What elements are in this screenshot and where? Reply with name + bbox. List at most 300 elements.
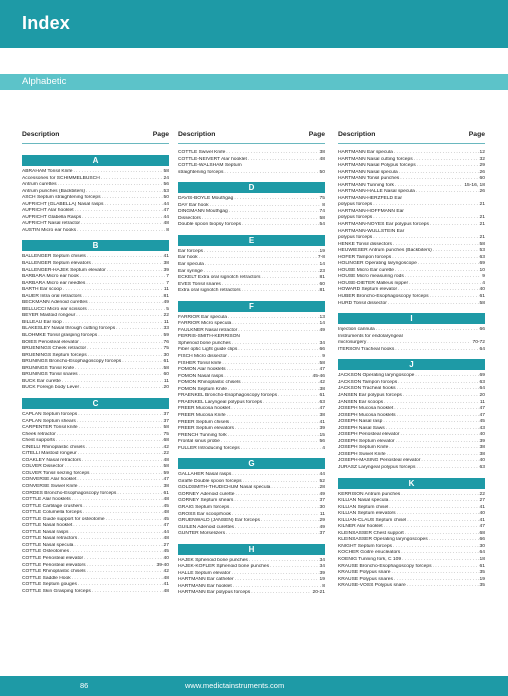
entry-name: ECKELT Extra oral signotch retractors xyxy=(178,275,261,281)
entry-page: 38 xyxy=(319,150,325,155)
entry-page: 39 xyxy=(163,267,169,273)
entry-name: JOSEPH Nasal rasp xyxy=(338,419,383,425)
entry-name: JOSEPH Nasal Saws xyxy=(338,425,385,431)
entry-page: 69 xyxy=(479,373,485,379)
entry-name: ASCH Septum straightening forceps xyxy=(22,195,101,201)
entry-name: Fiber optic Light guide clips xyxy=(178,347,238,353)
entry-page: 61 xyxy=(319,393,325,399)
entry-page: 20 xyxy=(163,385,169,391)
entry-name: HARTMANN-HOFFMANN Ear xyxy=(338,208,404,214)
entry-name: JOSEPH Septum elevator xyxy=(338,438,395,444)
page-subtitle: Alphabetic xyxy=(22,76,67,87)
entry-name: KRAUSE Polypus snares xyxy=(338,576,393,582)
entry-page: 64 xyxy=(479,386,485,392)
entry-name: microsurgery xyxy=(338,340,367,346)
index-column xyxy=(22,155,169,595)
entry-name: COTTLE Guide support for osteotome xyxy=(22,516,105,522)
entry-name: KRAUSE Broncho-Esophagoscopy forceps xyxy=(338,563,432,569)
entry-page: 43 xyxy=(479,425,485,431)
subtitle-bar xyxy=(0,74,508,90)
entry-name: polypus forceps xyxy=(338,235,373,241)
column-header xyxy=(178,131,325,142)
entry-page: 15 xyxy=(319,432,325,438)
entry-name: Chest supports xyxy=(22,438,55,444)
entry-name: HOUSE Micro Ear curette xyxy=(338,267,394,273)
entry-page: 81 xyxy=(163,293,169,299)
entry-name: COTTLE Alar hooklets xyxy=(22,497,71,503)
entry-name: CONVERSE Alar hooklet xyxy=(22,477,77,483)
entry-page: 40 xyxy=(479,511,485,517)
entry-page: 11 xyxy=(319,511,325,517)
entry-name: KILNER Alar hooklet xyxy=(338,524,383,530)
entry-name: BARTH Ear scoop xyxy=(22,287,62,293)
column-header xyxy=(338,131,485,142)
entry-name: HALLE Septum elevator xyxy=(178,570,231,576)
page-header: Page xyxy=(468,131,485,138)
entry-name: COTTLE Periosteal elevators xyxy=(22,562,86,568)
entry-name: HARTMANN-WULLSTEIN Ear xyxy=(338,228,405,234)
entry-page: 66 xyxy=(479,537,485,543)
entry-name: HEUWIESER Antrum punches (Backbiters) xyxy=(338,248,432,254)
entry-page: 48 xyxy=(163,575,169,581)
entry-name: FAULKNER Nasal retractor xyxy=(178,327,238,333)
entry-page: 39 xyxy=(319,570,325,576)
entry-page: 61 xyxy=(479,563,485,569)
entry-page: 7 xyxy=(166,280,169,286)
description-header: Description xyxy=(338,131,376,138)
entry-page: 38 xyxy=(163,261,169,267)
index-column xyxy=(178,150,325,597)
entry-page: 58 xyxy=(163,365,169,371)
entry-name: COLVER Dissector xyxy=(22,464,64,470)
entry-page: 24 xyxy=(163,175,169,181)
entry-name: HOUSE-DIETER Malleus nipper xyxy=(338,280,409,286)
section-letter-d: D xyxy=(178,182,325,193)
entry-page: 47 xyxy=(163,208,169,214)
dot-leader xyxy=(395,347,478,354)
entry-page: 34 xyxy=(319,564,325,570)
index-entry xyxy=(178,590,325,597)
entry-name: Accessories for SCHIMMELBUSCH xyxy=(22,175,100,181)
entry-name: HARTMANN Ear polypus forceps xyxy=(178,590,251,596)
entry-name: JOSEPH Mucosa hooklets xyxy=(338,412,396,418)
index-entry xyxy=(178,531,325,538)
entry-name: COTTLE Septum gouges xyxy=(22,582,77,588)
entry-name: HARTMANN Tonsil punches xyxy=(338,176,400,182)
column-divider xyxy=(22,143,169,144)
dot-leader xyxy=(241,446,322,453)
entry-page: 40 xyxy=(163,555,169,561)
index-column xyxy=(338,150,485,590)
entry-name: AUSTIN Micro ear hooks xyxy=(22,227,77,233)
entry-page: 47 xyxy=(319,406,325,412)
entry-page: 8 xyxy=(322,202,325,208)
entry-page: 44 xyxy=(163,214,169,220)
entry-name: FARRIOR Micro specula xyxy=(178,321,232,327)
entry-name: AUFRICHT Glabella Rasps xyxy=(22,214,82,220)
entry-page: 63 xyxy=(479,254,485,260)
entry-name: BRÜNINGS Broncho-Esophagoscopy forceps xyxy=(22,359,122,365)
page-header: Page xyxy=(308,131,325,138)
entry-name: Giraffe Double spoon forceps xyxy=(178,478,242,484)
entry-name: FRAENKEL Laryngeal polypus forceps xyxy=(178,399,263,405)
entry-page: 4 xyxy=(482,280,485,286)
entry-name: CONVERSE Swivel Knife xyxy=(22,483,78,489)
entry-name: COTTLE Nasal hooklet xyxy=(22,523,73,529)
entry-page: 41 xyxy=(163,254,169,260)
index-entry xyxy=(338,301,485,308)
entry-page: 42 xyxy=(319,380,325,386)
entry-name: BLOHMKE Tonsil grasping forceps xyxy=(22,333,98,339)
entry-name: FULLER Introducing forceps xyxy=(178,445,240,451)
dot-leader xyxy=(416,465,478,472)
entry-name: HURD Tonsil dissector xyxy=(338,300,387,306)
entry-name: HARTMANN-HALLE Nasal specula xyxy=(338,189,415,195)
entry-page: 48 xyxy=(163,497,169,503)
entry-name: JOSEPH-MASING Periosteal elevator xyxy=(338,458,421,464)
entry-name: FOMON Rhinoplastic chisels xyxy=(178,380,241,386)
entry-name: FREER Mucosa Knife xyxy=(178,412,226,418)
entry-page: 50 xyxy=(163,195,169,201)
entry-name: BARBARA Micro ear needles xyxy=(22,280,86,286)
entry-name: KNIGHT Septum forceps xyxy=(338,543,392,549)
entry-name: FOMON Alar hooklets xyxy=(178,367,226,373)
entry-name: COTTLE Nasal retractors xyxy=(22,536,78,542)
entry-name: HAJEK-KOFLER Sphenoid bone punches xyxy=(178,564,270,570)
entry-page: 69 xyxy=(479,261,485,267)
entry-page: 60 xyxy=(319,281,325,287)
entry-page: 40 xyxy=(479,432,485,438)
entry-page: 40 xyxy=(479,458,485,464)
entry-name: KERRISON Antrum punches xyxy=(338,491,401,497)
entry-name: KOENIG Tunning fork, C 109 xyxy=(338,556,402,562)
entry-page: 60 xyxy=(479,176,485,182)
entry-page: 37 xyxy=(163,418,169,424)
entry-page: 49 xyxy=(319,524,325,530)
entry-name: HARTMANN Nasal cutting forceps xyxy=(338,156,413,162)
dot-leader xyxy=(77,228,165,235)
entry-name: AUFRICHT Alar hooklet xyxy=(22,208,74,214)
section-letter-i: I xyxy=(338,313,485,324)
entry-name: BUCK Ear curette xyxy=(22,378,61,384)
entry-name: AUFRICHT (GLABELLA) Nasal rasps xyxy=(22,201,104,207)
entry-page: 47 xyxy=(479,524,485,530)
section-letter-f: F xyxy=(178,301,325,312)
entry-name: GRUENWALD (JANSEN) Ear forceps xyxy=(178,518,260,524)
entry-name: FREER Septum elevators xyxy=(178,426,234,432)
dot-leader xyxy=(226,531,319,538)
entry-name: BEYER Mastoid rongeur xyxy=(22,313,76,319)
entry-page: 58 xyxy=(479,241,485,247)
entry-page: 7 xyxy=(166,274,169,280)
entry-name: GORNEY Septum shears xyxy=(178,498,234,504)
entry-page: 58 xyxy=(319,360,325,366)
entry-name: HOFER Tampon forceps xyxy=(338,254,392,260)
entry-name: Cheek retractor xyxy=(22,431,56,437)
dot-leader xyxy=(251,590,311,597)
entry-page: 13 xyxy=(319,314,325,320)
entry-name: Ear specula xyxy=(178,262,204,268)
entry-name: JANSEN Ear polypus forceps xyxy=(338,392,402,398)
dot-leader xyxy=(242,222,318,229)
entry-name: HARTMANN-NOYES Ear polypus forceps xyxy=(338,222,429,228)
entry-name: FOMON Septum Knife xyxy=(178,386,227,392)
entry-name: BAUER Intra oral retractors xyxy=(22,293,82,299)
entry-name: COTTLE Nasal specula xyxy=(22,542,74,548)
entry-page: 11 xyxy=(163,378,169,384)
entry-page: 50 xyxy=(319,169,325,175)
entry-page: 41 xyxy=(163,582,169,588)
entry-name: Sphenoid bone punches xyxy=(178,340,231,346)
entry-name: straightening forceps xyxy=(178,169,224,175)
entry-name: COTTLE Rhinoplastic chisels xyxy=(22,569,86,575)
entry-page: 29 xyxy=(479,163,485,169)
page-number: 86 xyxy=(80,681,89,690)
entry-name: COLVER Tonsil seizing forceps xyxy=(22,470,90,476)
entry-page: 26 xyxy=(479,169,485,175)
entry-name: Ear hook xyxy=(178,255,198,261)
entry-name: HARTMANN Ear specula xyxy=(338,150,393,155)
entry-page: 21 xyxy=(479,215,485,221)
entry-name: Antrum curettes xyxy=(22,182,57,188)
entry-page: 27 xyxy=(163,542,169,548)
entry-page: 56 xyxy=(163,182,169,188)
index-entry xyxy=(178,288,325,295)
entry-name: BLAKESLEY Nasal through cutting forceps xyxy=(22,326,116,332)
dot-leader xyxy=(407,583,479,590)
entry-page: 23 xyxy=(319,268,325,274)
entry-page: 47 xyxy=(479,406,485,412)
entry-page: 44 xyxy=(163,201,169,207)
entry-page: 20 xyxy=(479,392,485,398)
entry-page: 14 xyxy=(319,262,325,268)
entry-name: BALLENGER Septum chisels xyxy=(22,254,86,260)
entry-page: 53 xyxy=(479,248,485,254)
entry-page: 35 xyxy=(479,570,485,576)
entry-page: 34 xyxy=(319,340,325,346)
entry-page: 37 xyxy=(319,531,325,537)
entry-page: 60 xyxy=(163,372,169,378)
entry-page: 49 xyxy=(319,327,325,333)
entry-page: 48 xyxy=(163,536,169,542)
column-header xyxy=(22,131,169,142)
entry-name: HARTMANN-HERZFELD Ear xyxy=(338,195,403,201)
entry-name: BRÜNINGS Tonsil Knife xyxy=(22,365,75,371)
entry-page: 45 xyxy=(163,549,169,555)
entry-page: 8 xyxy=(166,227,169,233)
entry-page: 66 xyxy=(319,347,325,353)
entry-name: GUNTER Morselizers xyxy=(178,531,226,537)
entry-name: BRUENINGS Septum forceps xyxy=(22,352,87,358)
entry-name: HARTMANN Ear hooklet xyxy=(178,583,232,589)
entry-name: COTTLE Periosteal elevator xyxy=(22,555,84,561)
entry-page: 4 xyxy=(322,445,325,451)
entry-page: 21 xyxy=(479,202,485,208)
entry-page: 29 xyxy=(319,518,325,524)
entry-page: 15-16, 18 xyxy=(464,182,485,188)
entry-page: 47 xyxy=(479,412,485,418)
entry-page: 27 xyxy=(479,498,485,504)
entry-page: 40 xyxy=(479,287,485,293)
entry-page: 20-21 xyxy=(312,590,325,596)
entry-page: 38 xyxy=(479,451,485,457)
entry-name: polypus forceps xyxy=(338,215,373,221)
entry-name: ITERSON Tracheal hooks xyxy=(338,346,395,352)
entry-page: 38 xyxy=(319,386,325,392)
entry-page: 9 xyxy=(482,274,485,280)
entry-name: KILLIAN-CLAUS Septum chisel xyxy=(338,517,407,523)
entry-name: BARBARA Micro ear hook xyxy=(22,274,79,280)
entry-name: COTTLE Swivel Knife xyxy=(178,150,226,155)
column-divider xyxy=(338,143,485,144)
entry-page: 48 xyxy=(319,156,325,162)
section-letter-a: A xyxy=(22,155,169,166)
entry-page: 28 xyxy=(319,485,325,491)
entry-name: FREER Septum chisels xyxy=(178,419,230,425)
entry-page: 75 xyxy=(319,196,325,202)
page-header: Page xyxy=(152,131,169,138)
entry-page: 21 xyxy=(479,222,485,228)
entry-page: 61 xyxy=(479,294,485,300)
entry-name: FRENCH Tunning fork xyxy=(178,432,227,438)
entry-page: 39 xyxy=(319,426,325,432)
entry-page: 7-8 xyxy=(317,255,325,261)
entry-page: 63 xyxy=(479,464,485,470)
entry-name: DINGMANN Mouthgag xyxy=(178,209,228,215)
entry-name: Instruments for endolaryngeal xyxy=(338,333,403,339)
entry-name: Double spoon biopsy forceps xyxy=(178,222,242,228)
entry-page: 45 xyxy=(479,419,485,425)
entry-page: 54 xyxy=(319,222,325,228)
section-letter-g: G xyxy=(178,458,325,469)
entry-page: 47 xyxy=(163,477,169,483)
entry-page: 44 xyxy=(319,472,325,478)
entry-page: 42 xyxy=(163,444,169,450)
entry-page: 76 xyxy=(163,339,169,345)
entry-page: 45 xyxy=(163,503,169,509)
index-entry xyxy=(178,170,325,177)
entry-page: 48 xyxy=(163,221,169,227)
entry-page: 63 xyxy=(319,399,325,405)
entry-name: JOSEPH Septum Knife xyxy=(338,445,389,451)
entry-name: HARTMANN Nasal specula xyxy=(338,169,398,175)
entry-name: Injection cannula xyxy=(338,327,375,333)
entry-page: 11 xyxy=(163,287,169,293)
entry-name: KLEINSASSER Operating laryngoscopes xyxy=(338,537,428,543)
entry-page: 47 xyxy=(319,367,325,373)
entry-page: 41 xyxy=(479,517,485,523)
entry-page: 58 xyxy=(163,425,169,431)
entry-page: 45-46 xyxy=(312,373,325,379)
entry-page: 74 xyxy=(319,209,325,215)
section-letter-j: J xyxy=(338,359,485,370)
entry-page: 48 xyxy=(163,457,169,463)
entry-page: 19 xyxy=(319,248,325,254)
entry-name: JURASZ Laryngeal polypus forceps xyxy=(338,464,416,470)
entry-name: HOLINGER Operating laryngoscope xyxy=(338,261,417,267)
entry-name: HENKE Tonsil dissectors xyxy=(338,241,392,247)
entry-name: GOLDSMITH-THUDICHUM Nasal specula xyxy=(178,485,271,491)
entry-page: 12 xyxy=(479,150,485,155)
section-letter-h: H xyxy=(178,544,325,555)
entry-name: BRÜNINGS Tonsil snares xyxy=(22,372,78,378)
entry-page: 61 xyxy=(163,490,169,496)
entry-name: CINELLI Rhinoplastic chisels xyxy=(22,444,85,450)
entry-name: HARTMANN Nasal Polypus forceps xyxy=(338,163,416,169)
page-title: Index xyxy=(22,13,71,33)
entry-page: 41 xyxy=(479,504,485,510)
entry-name: JOSEPH Swivel Knife xyxy=(338,451,386,457)
entry-name: FREER Mucosa hooklet xyxy=(178,406,231,412)
entry-name: KILLIAN Nasal specula xyxy=(338,498,389,504)
dot-leader xyxy=(242,288,319,295)
index-entry xyxy=(338,583,485,590)
entry-page: 48 xyxy=(163,510,169,516)
entry-page: 70-72 xyxy=(472,340,485,346)
entry-page: 68 xyxy=(479,530,485,536)
entry-name: CARPENTER Tonsil knife xyxy=(22,425,78,431)
entry-page: 34 xyxy=(319,557,325,563)
page-footer xyxy=(0,676,508,696)
entry-page: 39-40 xyxy=(156,562,169,568)
entry-name: COTTLE Osteotomes xyxy=(22,549,70,555)
entry-page: 19 xyxy=(319,577,325,583)
entry-name: CAPLAN Septum forceps xyxy=(22,411,78,417)
dot-leader xyxy=(80,385,162,392)
entry-page: 75 xyxy=(163,431,169,437)
entry-name: JOSEPH Mucosa hooklet xyxy=(338,406,394,412)
entry-page: 39 xyxy=(479,438,485,444)
entry-page: 22 xyxy=(479,491,485,497)
entry-name: HOUSE Micro measuring rods xyxy=(338,274,404,280)
section-letter-b: B xyxy=(22,240,169,251)
entry-name: FERRIS-SMITH-KERRISON xyxy=(178,334,240,340)
entry-page: 37 xyxy=(319,498,325,504)
entry-page: 14 xyxy=(319,321,325,327)
entry-name: COAKLEY Nasal retractors xyxy=(22,457,81,463)
section-letter-k: K xyxy=(338,478,485,489)
entry-name: GALLAHER Nasal rasps xyxy=(178,472,232,478)
entry-page: 35 xyxy=(479,583,485,589)
entry-name: BALLENGER-HAJEK Septum elevator xyxy=(22,267,106,273)
entry-name: GRAIG Septum forceps xyxy=(178,504,230,510)
entry-name: COTTLE Nasal rasps xyxy=(22,529,69,535)
entry-page: 58 xyxy=(163,464,169,470)
entry-name: BRUENINGS Cheek retractor xyxy=(22,346,87,352)
entry-page: 47 xyxy=(163,523,169,529)
entry-name: HOWARD Septum elevator xyxy=(338,287,398,293)
entry-name: HARTMANN Tunning fork xyxy=(338,182,394,188)
entry-name: FISCH Micro dissector xyxy=(178,354,227,360)
entry-name: COTTLE Columella forceps xyxy=(22,510,82,516)
entry-name: COTTLE Skin Grasping forceps xyxy=(22,588,91,594)
entry-page: 5 xyxy=(166,306,169,312)
entry-name: Frontal sinus probe xyxy=(178,439,220,445)
entry-name: DAVIS-BOYLE Mouthgag xyxy=(178,196,234,202)
entry-name: BUCK Foreign body Lever xyxy=(22,385,80,391)
entry-page: 9 xyxy=(322,354,325,360)
description-header: Description xyxy=(178,131,216,138)
entry-name: FOMON Nasal rasps xyxy=(178,373,224,379)
dot-leader xyxy=(92,589,163,596)
entry-page: 10 xyxy=(479,267,485,273)
entry-page: 8 xyxy=(322,583,325,589)
footer-url[interactable]: www.medictainstruments.com xyxy=(185,681,285,690)
entry-name: COTTLE Cartilage crushers xyxy=(22,503,83,509)
entry-name: JACKSON Tracheal hooks xyxy=(338,386,396,392)
entry-page: 26 xyxy=(479,189,485,195)
entry-page: 11 xyxy=(163,319,169,325)
